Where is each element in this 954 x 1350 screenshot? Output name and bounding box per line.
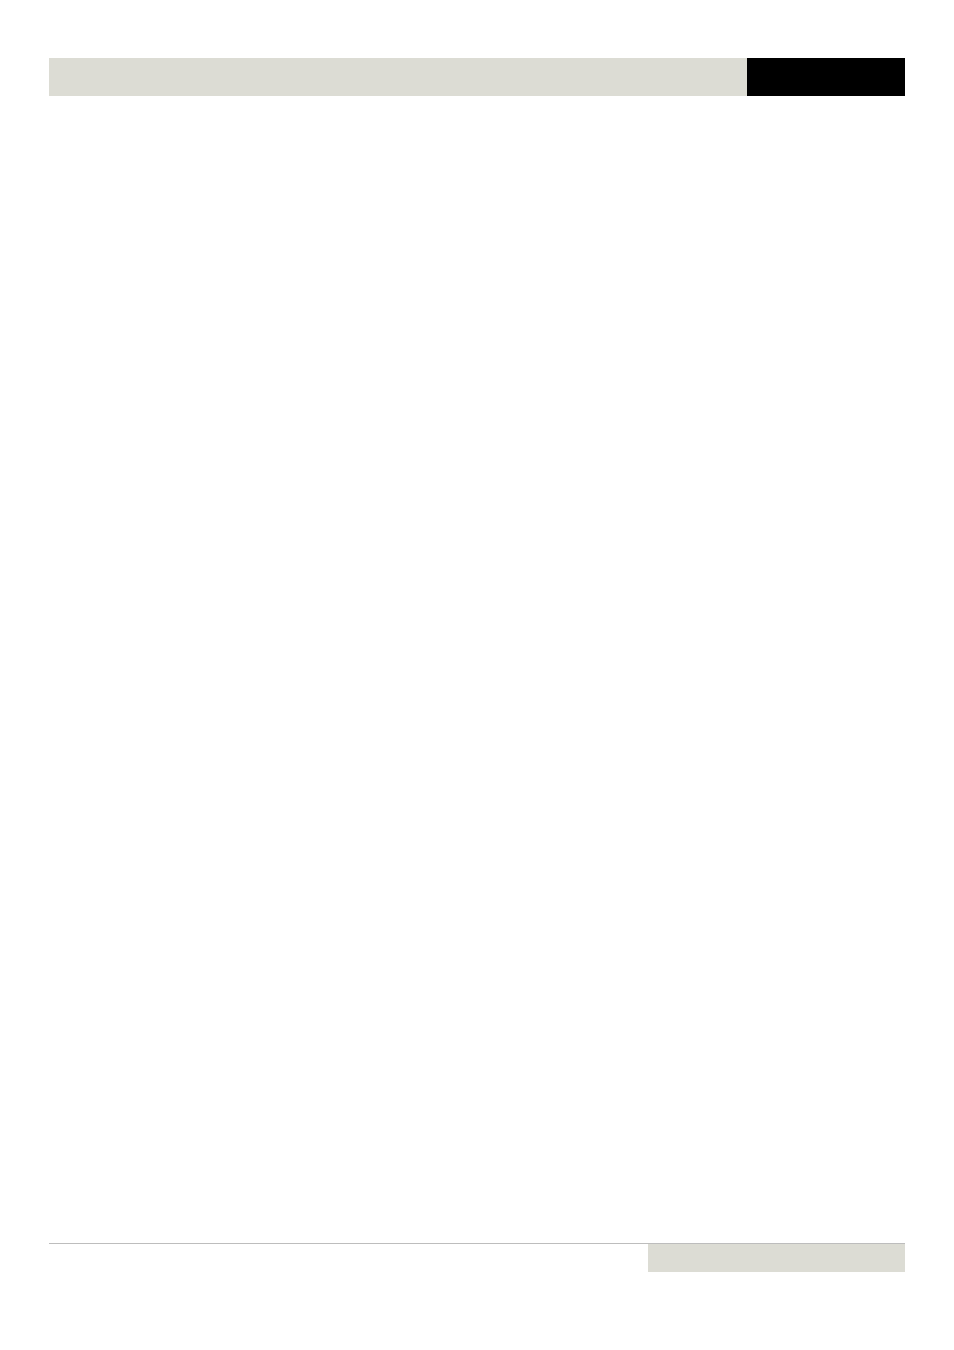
header-bar [49, 58, 747, 96]
document-date [747, 58, 905, 96]
page-number [648, 1244, 905, 1272]
